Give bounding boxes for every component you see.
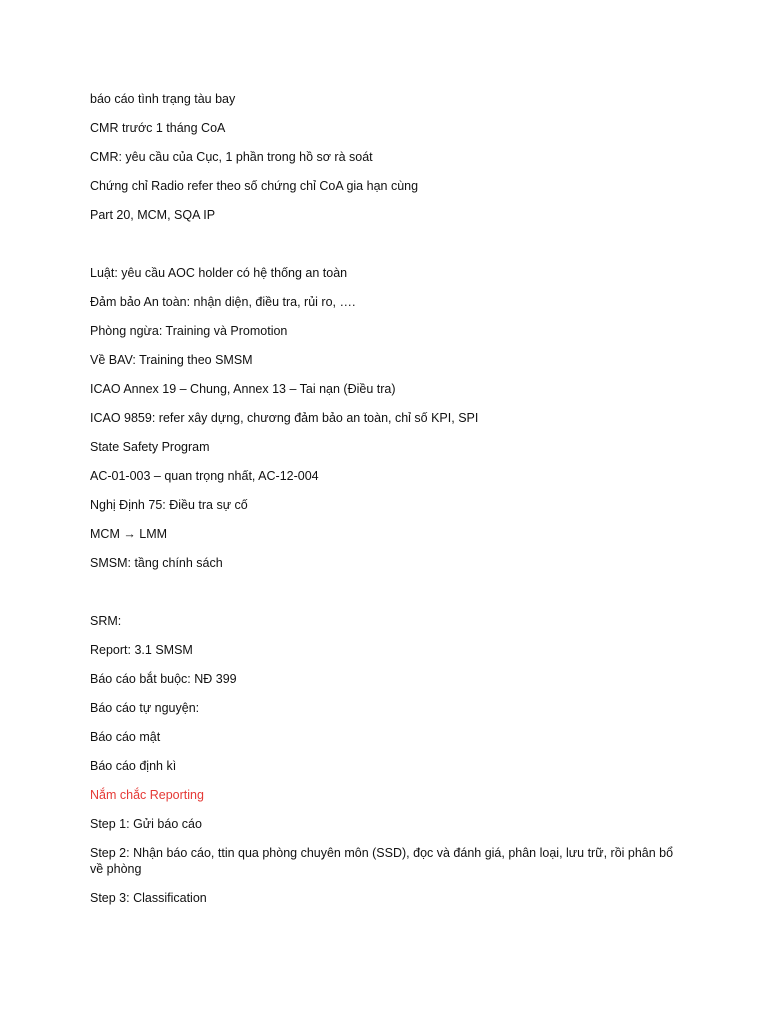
text-line: Báo cáo tự nguyện: (90, 701, 200, 715)
spacer (90, 236, 688, 265)
step-line: Step 1: Gửi báo cáo (90, 817, 202, 831)
spacer (90, 584, 688, 613)
text-line: CMR trước 1 tháng CoA (90, 121, 226, 135)
step-line: Step 3: Classification (90, 891, 207, 905)
highlight-text: Nắm chắc Reporting (90, 788, 204, 802)
text-line: Phòng ngừa: Training và Promotion (90, 324, 288, 338)
text-line: Về BAV: Training theo SMSM (90, 353, 253, 367)
text-line: CMR: yêu cầu của Cục, 1 phần trong hồ sơ rà soát (90, 150, 373, 164)
text-line: Nghị Định 75: Điều tra sự cố (90, 498, 248, 512)
text-line: Report: 3.1 SMSM (90, 643, 193, 657)
text-line: ICAO Annex 19 – Chung, Annex 13 – Tai nạn (Điều tra) (90, 382, 396, 396)
text-line: State Safety Program (90, 440, 210, 454)
text-line: SRM: (90, 614, 122, 628)
text-line: Đảm bảo An toàn: nhận diện, điều tra, rủi ro, …. (90, 295, 356, 309)
text-line: Luật: yêu cầu AOC holder có hệ thống an toàn (90, 266, 348, 280)
text-line: SMSM: tầng chính sách (90, 556, 223, 570)
text-line: Chứng chỉ Radio refer theo số chứng chỉ CoA gia hạn cùng (90, 179, 419, 193)
text-line: báo cáo tình trạng tàu bay (90, 92, 236, 106)
text-line: Part 20, MCM, SQA IP (90, 208, 216, 222)
section-srm (90, 613, 688, 906)
text-line: ICAO 9859: refer xây dựng, chương đảm bảo an toàn, chỉ số KPI, SPI (90, 411, 479, 425)
text-line: Báo cáo mật (90, 730, 161, 744)
text-line: Báo cáo định kì (90, 759, 177, 773)
section-safety-law (90, 265, 688, 571)
step-line: Step 2: Nhận báo cáo, ttin qua phòng chuyên môn (SSD), đọc và đánh giá, phân loại, lưu trữ, rồi phân bổ về phòng (90, 846, 674, 876)
text-line: MCM → LMM (90, 527, 168, 541)
text-line: AC-01-003 – quan trọng nhất, AC-12-004 (90, 469, 319, 483)
text-line: Báo cáo bắt buộc: NĐ 399 (90, 672, 237, 686)
section-aircraft-status (90, 91, 688, 223)
